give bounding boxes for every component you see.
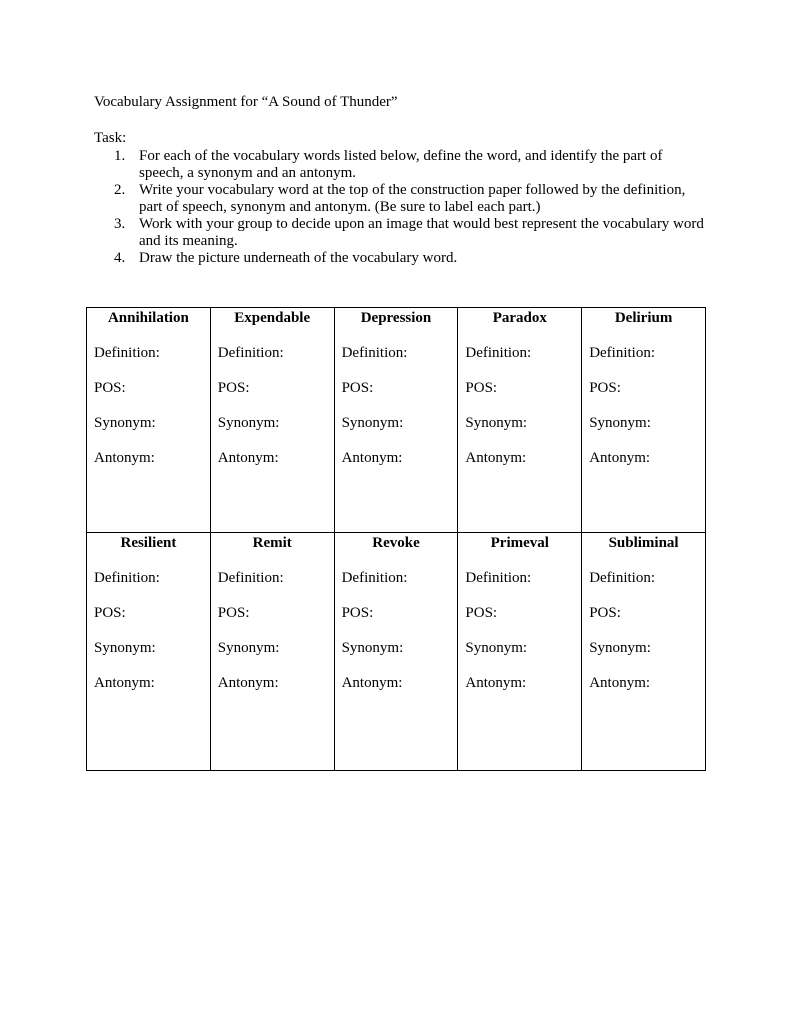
task-item [114, 250, 704, 267]
vocab-word: Primeval [490, 535, 549, 551]
field-label-antonym: Antonym: [217, 675, 279, 691]
field-label-antonym: Antonym: [94, 450, 155, 466]
task-text: For each of the vocabulary words listed below, define the word, and identify the part of speech, a synonym and an antonym. [139, 148, 663, 181]
table-row [87, 308, 706, 533]
vocab-word: Resilient [120, 535, 177, 551]
field-label-antonym: Antonym: [465, 675, 527, 691]
vocab-word: Remit [252, 535, 292, 551]
field-label-antonym: Antonym: [94, 675, 155, 691]
vocab-cell [458, 308, 582, 533]
field-label-definition: Definition: [94, 570, 160, 586]
task-text: Work with your group to decide upon an image that would best represent the vocabulary word and its meaning. [139, 216, 704, 249]
field-label-pos: POS: [217, 380, 250, 396]
field-label-antonym: Antonym: [217, 450, 279, 466]
field-label-synonym: Synonym: [465, 640, 528, 656]
field-label-synonym: Synonym: [217, 415, 280, 431]
task-list [114, 148, 704, 267]
field-label-definition: Definition: [341, 570, 408, 586]
field-label-definition: Definition: [217, 570, 284, 586]
field-label-synonym: Synonym: [94, 415, 156, 431]
field-label-pos: POS: [94, 380, 126, 396]
field-label-antonym: Antonym: [465, 450, 527, 466]
task-label: Task: [94, 130, 127, 146]
field-label-definition: Definition: [589, 570, 656, 586]
field-label-antonym: Antonym: [589, 675, 651, 691]
vocab-word: Expendable [234, 310, 311, 326]
task-item [114, 148, 704, 182]
field-label-pos: POS: [341, 380, 374, 396]
field-label-pos: POS: [217, 605, 250, 621]
vocab-cell [334, 308, 458, 533]
vocab-word: Depression [360, 310, 432, 326]
task-text: Draw the picture underneath of the vocabulary word. [139, 250, 458, 266]
field-label-synonym: Synonym: [341, 415, 404, 431]
vocab-cell [582, 533, 706, 771]
field-label-definition: Definition: [217, 345, 284, 361]
vocab-cell [458, 533, 582, 771]
field-label-pos: POS: [589, 380, 621, 396]
vocab-word: Paradox [492, 310, 547, 326]
task-number: 3. [114, 216, 126, 232]
vocab-word: Revoke [372, 535, 420, 551]
vocab-cell [334, 533, 458, 771]
task-item [114, 182, 704, 216]
vocab-word: Annihilation [107, 310, 189, 326]
field-label-pos: POS: [465, 605, 498, 621]
field-label-pos: POS: [589, 605, 621, 621]
field-label-definition: Definition: [465, 345, 532, 361]
vocab-word: Delirium [614, 310, 673, 326]
field-label-synonym: Synonym: [589, 640, 651, 656]
vocab-cell [210, 533, 334, 771]
task-text: Write your vocabulary word at the top of the construction paper followed by the definition, part of speech, synonym and antonym. (Be sure to label each part.) [139, 182, 686, 215]
vocab-cell [210, 308, 334, 533]
field-label-antonym: Antonym: [341, 675, 403, 691]
field-label-synonym: Synonym: [341, 640, 404, 656]
vocab-cell [87, 308, 211, 533]
field-label-definition: Definition: [465, 570, 532, 586]
task-number: 1. [114, 148, 126, 164]
field-label-definition: Definition: [589, 345, 656, 361]
field-label-synonym: Synonym: [217, 640, 280, 656]
task-number: 2. [114, 182, 126, 198]
field-label-synonym: Synonym: [94, 640, 156, 656]
page-title: Vocabulary Assignment for “A Sound of Thunder” [94, 94, 398, 110]
field-label-definition: Definition: [341, 345, 408, 361]
task-item [114, 216, 704, 250]
task-number: 4. [114, 250, 126, 266]
field-label-synonym: Synonym: [465, 415, 528, 431]
vocab-cell [87, 533, 211, 771]
field-label-synonym: Synonym: [589, 415, 651, 431]
field-label-antonym: Antonym: [589, 450, 651, 466]
field-label-definition: Definition: [94, 345, 160, 361]
field-label-antonym: Antonym: [341, 450, 403, 466]
vocab-cell [582, 308, 706, 533]
field-label-pos: POS: [94, 605, 126, 621]
vocab-word: Subliminal [608, 535, 679, 551]
table-row [87, 533, 706, 771]
field-label-pos: POS: [341, 605, 374, 621]
field-label-pos: POS: [465, 380, 498, 396]
vocabulary-table [86, 307, 706, 771]
